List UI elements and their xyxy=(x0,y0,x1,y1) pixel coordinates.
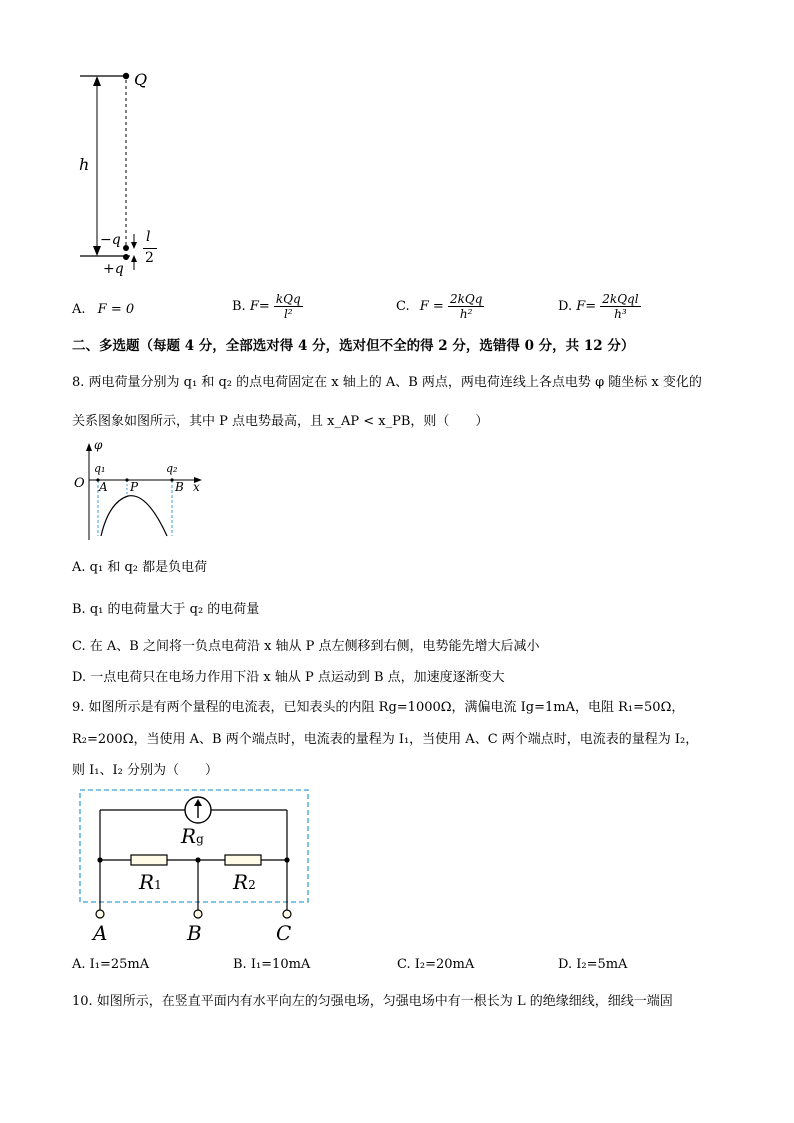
section-heading: 二、多选题（每题 4 分，全部选对得 4 分，选对但不全的得 2 分，选错得 0 分，共 12 分） xyxy=(72,338,635,354)
label-R2-sub: 2 xyxy=(248,878,256,892)
q7-option-a[interactable] xyxy=(72,302,134,317)
junction-middle xyxy=(195,857,200,862)
terminal-A xyxy=(96,910,104,918)
label-h: h xyxy=(79,155,90,174)
option-fraction xyxy=(600,292,640,321)
frac-den: h³ xyxy=(614,307,627,321)
graph-label-O: O xyxy=(74,476,85,491)
label-B: B xyxy=(187,921,202,945)
label-R2-main: R xyxy=(233,870,249,894)
option-lhs: F = xyxy=(419,299,444,314)
h-arrow-up xyxy=(93,76,101,86)
q9-line1: 9. 如图所示是有两个量程的电流表，已知表头的内阻 Rg=1000Ω，满偏电流 Ig=1mA，电阻 R₁=50Ω， xyxy=(72,700,685,715)
q9-option-d[interactable]: D. I₂=5mA xyxy=(558,957,628,972)
q9-line3: 则 I₁、I₂ 分别为（ ） xyxy=(72,763,218,778)
q9-line2: R₂=200Ω，当使用 A、B 两个端点时，电流表的量程为 I₁，当使用 A、C 两个端点时，电流表的量程为 I₂， xyxy=(72,732,699,747)
frac-den: l² xyxy=(283,307,293,321)
option-letter: D. xyxy=(558,299,573,314)
resistor-R1 xyxy=(131,855,167,865)
option-lhs: F= xyxy=(576,299,597,314)
terminal-C xyxy=(283,910,291,918)
option-text: F = 0 xyxy=(97,302,135,317)
terminal-B xyxy=(194,910,202,918)
label-R1 xyxy=(139,870,162,894)
phi-axis-arrow xyxy=(86,443,92,451)
q8-graph xyxy=(72,440,212,545)
graph-label-q1: q₁ xyxy=(94,462,106,475)
potential-curve xyxy=(101,496,167,536)
label-Q: Q xyxy=(134,70,148,89)
label-R2 xyxy=(233,870,256,894)
graph-label-P: P xyxy=(130,480,139,494)
charge-pos xyxy=(123,254,129,260)
q8-option-a[interactable]: A. q₁ 和 q₂ 都是负电荷 xyxy=(72,560,208,575)
q9-option-c[interactable]: C. I₂=20mA xyxy=(397,957,475,972)
label-Rg-main: R xyxy=(181,824,197,848)
graph-label-B: B xyxy=(175,480,184,494)
option-fraction xyxy=(274,292,303,321)
option-letter: A. xyxy=(72,302,86,317)
charge-Q xyxy=(123,73,129,79)
label-two: 2 xyxy=(145,250,154,266)
label-pos-q: +q xyxy=(103,261,124,277)
junction-left xyxy=(97,857,102,862)
label-A: A xyxy=(93,921,108,945)
q8-option-b[interactable]: B. q₁ 的电荷量大于 q₂ 的电荷量 xyxy=(72,602,260,617)
graph-label-A: A xyxy=(99,480,108,494)
q7-option-b[interactable] xyxy=(232,292,303,321)
charge-neg xyxy=(123,245,129,251)
l-frac-bar xyxy=(143,248,157,249)
point-B xyxy=(170,478,173,481)
junction-right xyxy=(284,857,289,862)
q8-option-d[interactable]: D. 一点电荷只在电场力作用下沿 x 轴从 P 点运动到 B 点，加速度逐渐变大 xyxy=(72,670,505,685)
option-lhs: F= xyxy=(249,299,270,314)
option-letter: B. xyxy=(232,299,246,314)
q8-line1: 8. 两电荷量分别为 q₁ 和 q₂ 的点电荷固定在 x 轴上的 A、B 两点，两电荷连线上各点电势 φ 随坐标 x 变化的 xyxy=(72,375,702,390)
q7-option-d[interactable] xyxy=(558,292,641,321)
frac-num: 2kQq xyxy=(449,292,483,306)
point-P xyxy=(125,478,128,481)
label-C: C xyxy=(276,921,292,945)
q9-circuit xyxy=(78,788,314,924)
l-arrow-bottom-head xyxy=(131,255,137,262)
frac-num: kQq xyxy=(275,292,301,306)
option-fraction xyxy=(448,292,484,321)
q8-option-c[interactable]: C. 在 A、B 之间将一负点电荷沿 x 轴从 P 点左侧移到右侧，电势能先增大后减小 xyxy=(72,639,540,654)
label-R1-sub: 1 xyxy=(154,878,162,892)
frac-num: 2kQql xyxy=(602,292,639,306)
label-l: l xyxy=(146,229,151,245)
q7-option-c[interactable] xyxy=(396,292,484,321)
resistor-R2 xyxy=(225,855,261,865)
label-R1-main: R xyxy=(139,870,155,894)
graph-label-x: x xyxy=(193,480,200,494)
label-Rg-sub: g xyxy=(196,832,204,846)
graph-label-phi: φ xyxy=(94,438,103,452)
q9-option-b[interactable]: B. I₁=10mA xyxy=(233,957,311,972)
graph-label-q2: q₂ xyxy=(166,462,178,475)
option-letter: C. xyxy=(396,299,410,314)
q9-option-a[interactable]: A. I₁=25mA xyxy=(72,957,150,972)
l-arrow-top-head xyxy=(131,242,137,249)
q10-line1: 10. 如图所示，在竖直平面内有水平向左的匀强电场，匀强电场中有一根长为 L 的绝缘细线，细线一端固 xyxy=(72,994,673,1009)
q7-figure xyxy=(70,62,180,292)
q8-line2: 关系图象如图所示，其中 P 点电势最高，且 x_AP < x_PB，则（ ） xyxy=(72,414,489,429)
label-neg-q: −q xyxy=(100,232,121,248)
frac-den: h² xyxy=(459,307,473,321)
label-Rg xyxy=(181,824,204,848)
